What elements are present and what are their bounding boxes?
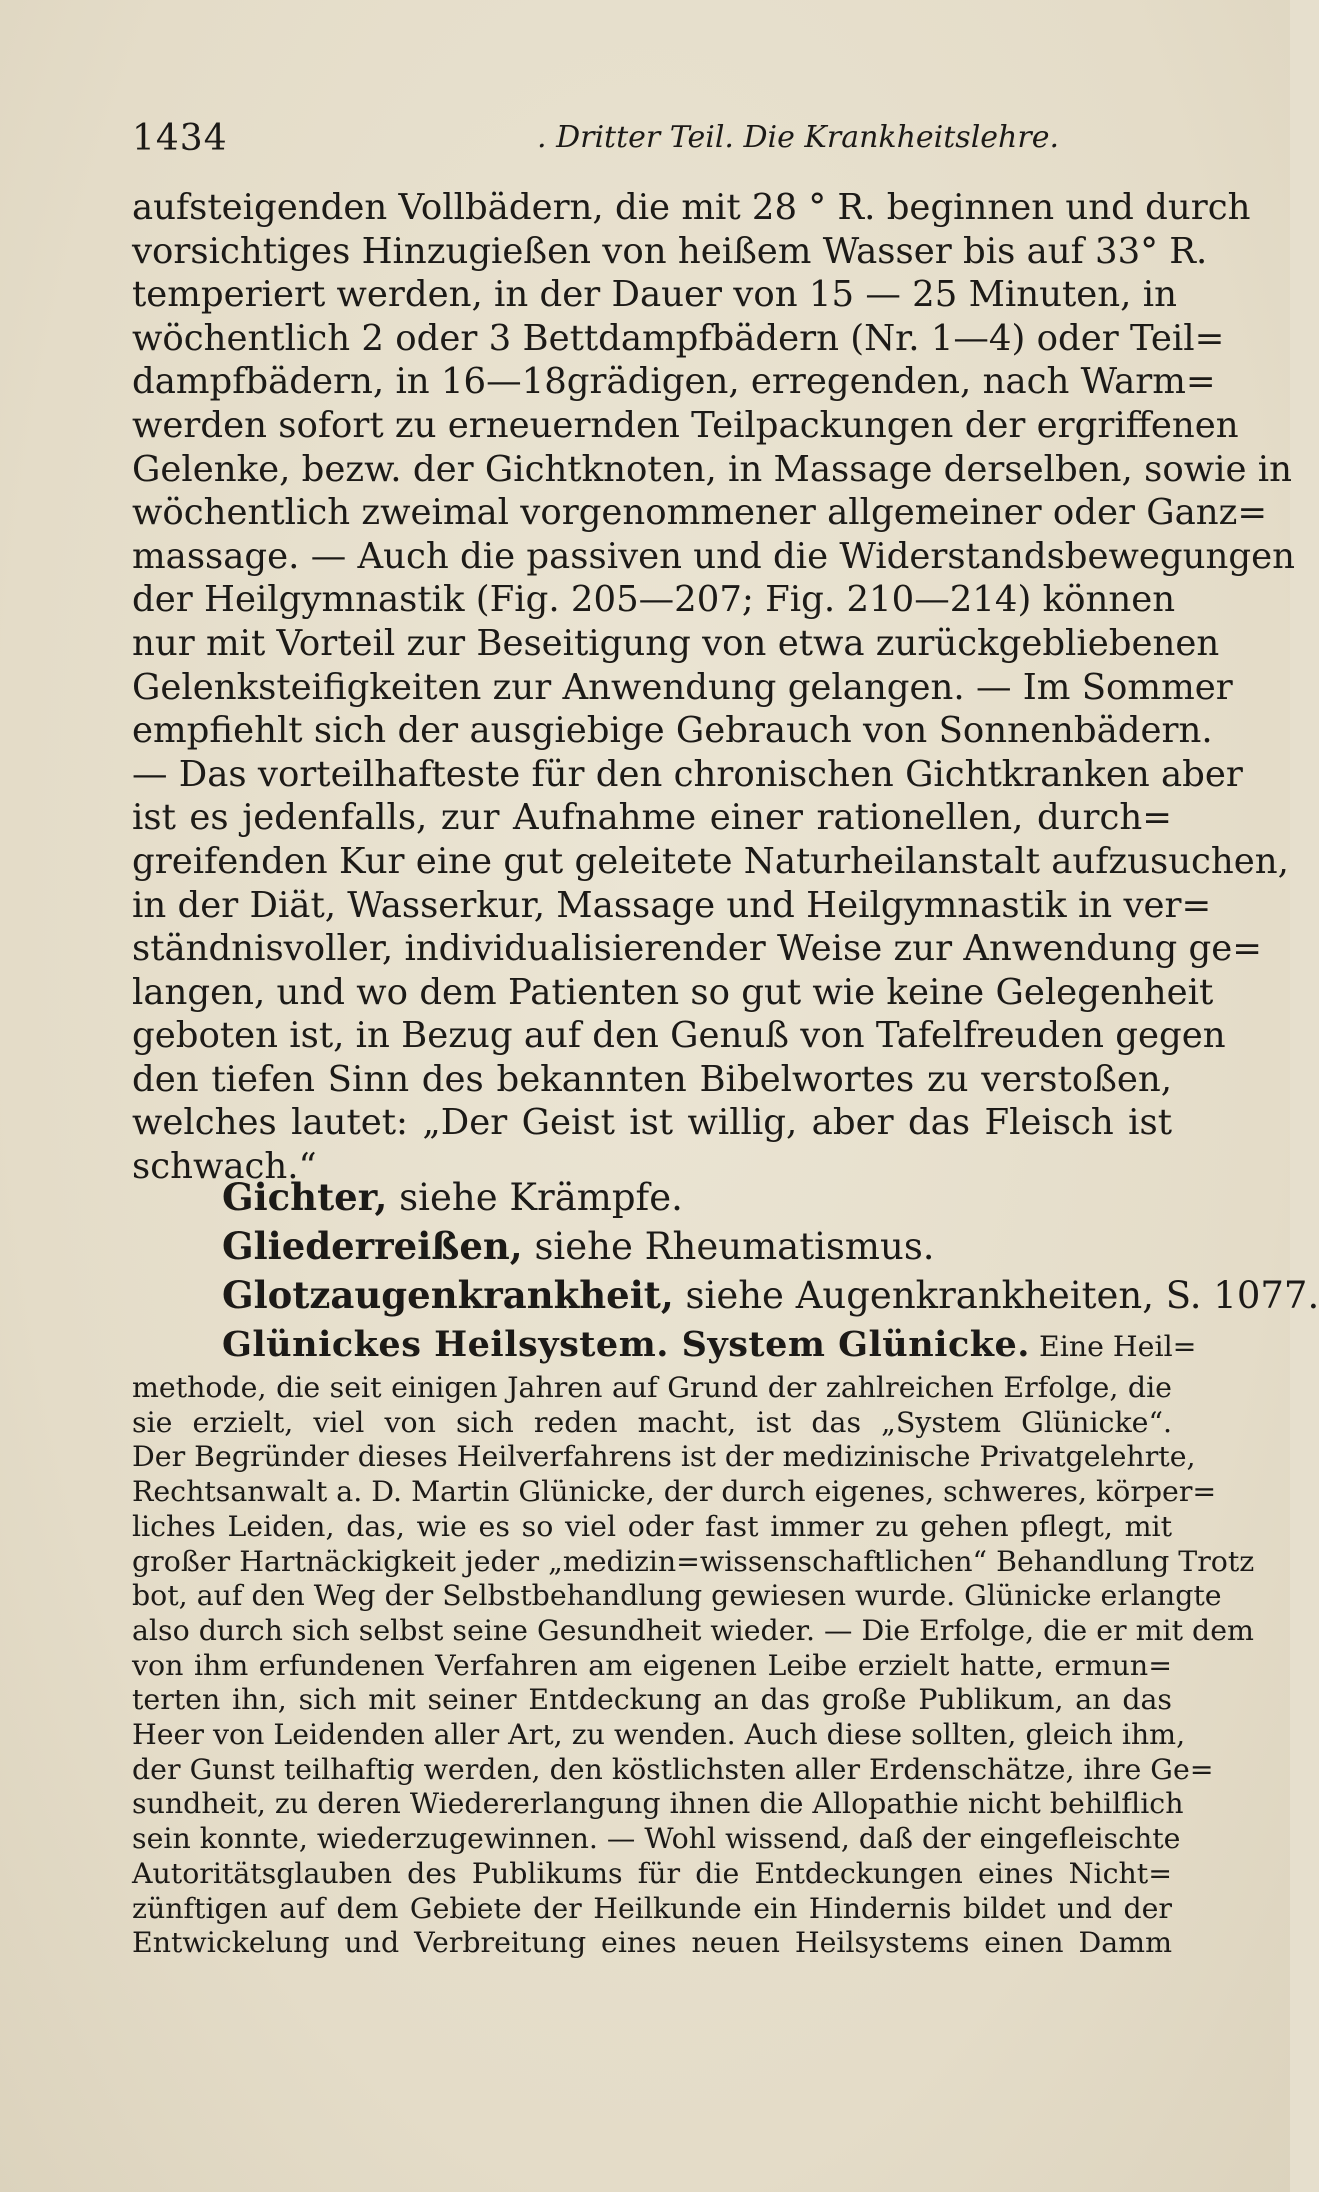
text-line: geboten ist, in Bezug auf den Genuß von Tafelfreuden gegen xyxy=(132,1015,1226,1057)
small-text-line: Autoritätsglauben des Publikums für die Entdeckungen eines Nicht= xyxy=(132,1856,1172,1890)
small-text-line: bot, auf den Weg der Selbstbehandlung gewiesen wurde. Glünicke erlangte xyxy=(132,1579,1222,1613)
small-text-line: von ihm erfundenen Verfahren am eigenen Leibe erzielt hatte, ermun= xyxy=(132,1648,1172,1682)
text-line: wöchentlich 2 oder 3 Bettdampfbädern (Nr. 1—4) oder Teil= xyxy=(132,317,1225,359)
glunicke-headword: Glünickes Heilsystem. System Glünicke. xyxy=(222,1324,1030,1365)
text-line: schwach.“ xyxy=(132,1146,317,1188)
text-line: nur mit Vorteil zur Beseitigung von etwa zurückgebliebenen xyxy=(132,622,1220,664)
small-text-line: sundheit, zu deren Wiedererlangung ihnen die Allopathie nicht behilflich xyxy=(132,1787,1184,1821)
small-text-line: terten ihn, sich mit seiner Entdeckung an das große Publikum, an das xyxy=(132,1683,1172,1717)
text-line: der Heilgymnastik (Fig. 205—207; Fig. 210—214) können xyxy=(132,579,1176,621)
running-title: . Dritter Teil. Die Krankheitslehre. xyxy=(537,120,1059,155)
entry-text: siehe Krämpfe. xyxy=(387,1176,683,1219)
small-text-line: großer Hartnäckigkeit jeder „medizin=wissenschaftlichen“ Behandlung Trotz xyxy=(132,1544,1255,1578)
text-line: aufsteigenden Vollbädern, die mit 28 ° R. beginnen und durch xyxy=(132,187,1251,228)
text-line: — Das vorteilhafteste für den chronischen Gichtkranken aber xyxy=(132,753,1243,795)
entry-gliederreissen xyxy=(222,1222,1172,1271)
main-paragraph xyxy=(132,186,1295,1189)
entry-headword: Gichter, xyxy=(222,1175,388,1219)
entry-gichter xyxy=(222,1173,1172,1222)
text-line: massage. — Auch die passiven und die Widerstandsbewegungen xyxy=(132,535,1295,577)
text-line: welches lautet: „Der Geist ist willig, aber das Fleisch ist xyxy=(132,1102,1172,1144)
text-line: langen, und wo dem Patienten so gut wie keine Gelegenheit xyxy=(132,971,1214,1013)
text-line: wöchentlich zweimal vorgenommener allgemeiner oder Ganz= xyxy=(132,492,1268,534)
text-line: ständnisvoller, individualisierender Weise zur Anwendung ge= xyxy=(132,928,1263,970)
small-text-line: Entwickelung und Verbreitung eines neuen Heilsystems einen Damm xyxy=(132,1926,1172,1960)
glunicke-entry-head xyxy=(222,1320,1197,1372)
text-line: temperiert werden, in der Dauer von 15 — 25 Minuten, in xyxy=(132,274,1177,316)
text-line: Gelenke, bezw. der Gichtknoten, in Massage derselben, sowie in xyxy=(132,448,1292,490)
text-line: werden sofort zu erneuernden Teilpackungen der ergriffenen xyxy=(132,404,1239,446)
entry-text: siehe Rheumatismus. xyxy=(522,1225,935,1268)
small-text-line: sie erzielt, viel von sich reden macht, ist das „System Glünicke“. xyxy=(132,1405,1172,1439)
small-text-line: der Gunst teilhaftig werden, den köstlichsten aller Erdenschätze, ihre Ge= xyxy=(132,1752,1214,1786)
text-line: den tiefen Sinn des bekannten Bibelwortes zu verstoßen, xyxy=(132,1058,1172,1100)
entry-text: siehe Augenkrankheiten, S. 1077. xyxy=(673,1274,1319,1317)
small-text-line: Rechtsanwalt a. D. Martin Glünicke, der durch eigenes, schweres, körper= xyxy=(132,1475,1217,1509)
text-line: greifenden Kur eine gut geleitete Naturheilanstalt aufzusuchen, xyxy=(132,840,1289,882)
glunicke-paragraph xyxy=(132,1371,1255,1961)
cross-reference-entries xyxy=(222,1173,1319,1320)
text-line: vorsichtiges Hinzugießen von heißem Wasser bis auf 33° R. xyxy=(132,230,1208,272)
small-text-line: methode, die seit einigen Jahren auf Grund der zahlreichen Erfolge, die xyxy=(132,1371,1172,1404)
glunicke-lead: Eine Heil= xyxy=(1029,1330,1197,1363)
text-line: dampfbädern, in 16—18grädigen, erregenden, nach Warm= xyxy=(132,361,1216,403)
small-text-line: sein konnte, wiederzugewinnen. — Wohl wissend, daß der eingefleischte xyxy=(132,1822,1181,1856)
page-number: 1434 xyxy=(132,118,228,159)
entry-headword: Glotzaugenkrankheit, xyxy=(222,1273,674,1317)
small-text-line: also durch sich selbst seine Gesundheit wieder. — Die Erfolge, die er mit dem xyxy=(132,1613,1254,1647)
text-line: Gelenksteifigkeiten zur Anwendung gelangen. — Im Sommer xyxy=(132,666,1233,708)
small-text-line: Heer von Leidenden aller Art, zu wenden. Auch diese sollten, gleich ihm, xyxy=(132,1718,1186,1752)
entry-glotzaugenkrankheit xyxy=(222,1271,1319,1320)
small-text-line: Der Begründer dieses Heilverfahrens ist der medizinische Privatgelehrte, xyxy=(132,1440,1196,1474)
small-text-line: liches Leiden, das, wie es so viel oder fast immer zu gehen pflegt, mit xyxy=(132,1509,1172,1543)
entry-headword: Gliederreißen, xyxy=(222,1224,523,1268)
text-line: ist es jedenfalls, zur Aufnahme einer rationellen, durch= xyxy=(132,797,1172,839)
page-header xyxy=(132,112,1172,172)
small-text-line: zünftigen auf dem Gebiete der Heilkunde ein Hindernis bildet und der xyxy=(132,1891,1172,1925)
text-line: empfiehlt sich der ausgiebige Gebrauch von Sonnenbädern. xyxy=(132,710,1213,752)
text-line: in der Diät, Wasserkur, Massage und Heilgymnastik in ver= xyxy=(132,884,1212,926)
